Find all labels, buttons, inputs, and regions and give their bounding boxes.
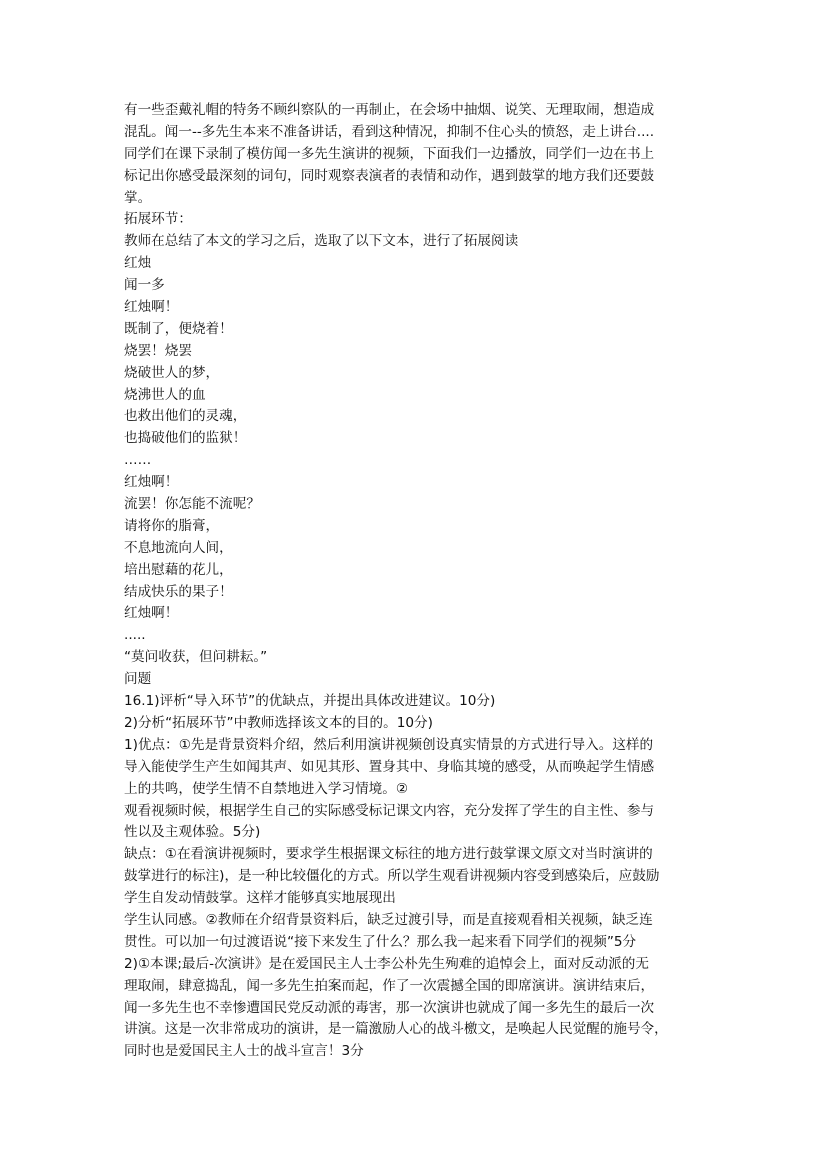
poem-line: 烧罢！烧罢 [124,342,192,359]
answer-line: 上的共鸣，使学生情不自禁地进入学习情境。② [124,780,409,797]
poem-line: 请将你的脂膏， [124,517,220,534]
text-line: 混乱。闻一--多先生本来不准备讲话，看到这种情况，抑制不住心头的愤怒，走上讲台.... [124,123,655,140]
poem-author: 闻一多 [124,277,165,294]
answer-line: 2)①本课;最后-次演讲》是在爱国民主人士李公朴先生殉难的追悼会上，面对反动派的无 [124,955,649,972]
answer-line: 理取闹，肆意捣乱，闻一多先生拍案而起，作了一次震撼全国的即席演讲。演讲结束后， [124,977,655,994]
text-line: 掌。 [124,189,152,206]
poem-title: 红烛 [124,255,152,272]
poem-line: 烧破世人的梦， [124,364,220,381]
answer-line: 闻一多先生也不幸惨遭国民党反动派的毒害，那一次演讲也就成了闻一多先生的最后一次 [124,999,655,1016]
question-line: 2)分析“拓展环节”中教师选择该文本的目的。10分) [124,714,433,731]
text-line: 有一些歪戴礼帽的特务不顾纠察队的一再制止，在会场中抽烟、说笑、无理取闹，想造成 [124,102,655,118]
question-line: 16.1)评析“导入环节”的优缺点，并提出具体改进建议。10分) [124,693,496,710]
poem-line: 红烛啊！ [124,474,179,491]
text-line: 标记出你感受最深刻的词句，同时观察表演者的表情和动作，遇到鼓掌的地方我们还要鼓 [124,167,655,184]
poem-line: 培出慰藉的花儿， [124,561,233,578]
answer-line: 学生自发动情鼓掌。这样才能够真实地展现出 [124,890,396,907]
poem-line: 也救出他们的灵魂， [124,408,247,425]
answer-line: 1)优点：①先是背景资料介绍，然后利用演讲视频创设真实情景的方式进行导入。这样的 [124,736,654,753]
poem-line: 红烛啊！ [124,605,179,622]
poem-line: 红烛啊！ [124,299,179,316]
poem-line: 不息地流向人间， [124,539,233,556]
poem-line: 结成快乐的果子！ [124,583,233,600]
answer-line: 学生认同感。②教师在介绍背景资料后，缺乏过渡引导，而是直接观看相关视频，缺乏连 [124,911,653,928]
poem-line: 既制了，便烧着！ [124,320,233,337]
answer-line: 观看视频时候，根据学生自己的实际感受标记课文内容，充分发挥了学生的自主性、参与 [124,802,655,819]
answer-line: 缺点：①在看演讲视频时，要求学生根据课文标往的地方进行鼓掌课文原文对当时演讲的 [124,846,653,863]
document-body [124,100,708,1063]
answer-line: 贯性。可以加一句过渡语说“接下来发生了什么？那么我一起来看下同学们的视频”5分 [124,933,637,950]
poem-line: 也捣破他们的监狱！ [124,430,247,447]
text-line: 教师在总结了本文的学习之后，选取了以下文本，进行了拓展阅读 [124,233,519,250]
answer-line: 同时也是爱国民主人士的战斗宣言！3分 [124,1043,364,1060]
answer-line: 鼓掌进行的标注)，是一种比较僵化的方式。所以学生观看讲视频内容受到感染后，应鼓励 [124,868,660,885]
poem-line: 流罢！你怎能不流呢？ [124,496,260,513]
section-heading: 拓展环节： [124,211,192,228]
poem-ellipsis: ..... [124,627,146,644]
quote-line: “莫问收获，但问耕耘。” [124,649,268,666]
answer-line: 性以及主观体验。5分) [124,824,261,841]
section-heading: 问题 [124,671,152,688]
answer-line: 讲演。这是一次非常成功的演讲，是一篇激励人心的战斗檄文，是唤起人民觉醒的施号令， [124,1021,668,1038]
poem-ellipsis: …… [124,452,152,469]
answer-line: 导入能使学生产生如闻其声、如见其形、置身其中、身临其境的感受，从而唤起学生情感 [124,758,655,775]
poem-line: 烧沸世人的血 [124,386,206,403]
text-line: 同学们在课下录制了模仿闻一多先生演讲的视频，下面我们一边播放，同学们一边在书上 [124,145,655,162]
